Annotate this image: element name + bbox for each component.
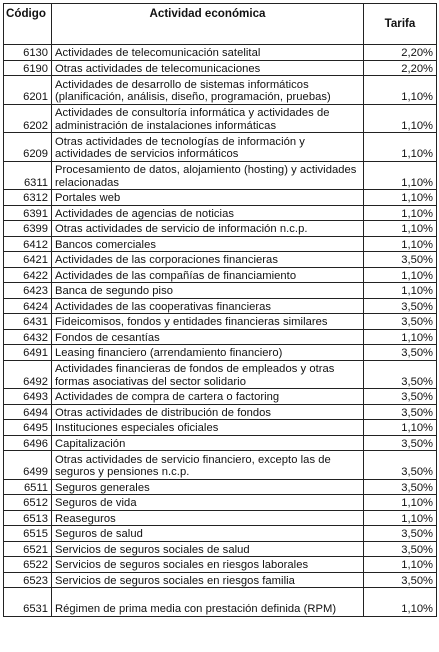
row-rate: 3,50% (364, 360, 437, 389)
row-code: 6499 (4, 451, 52, 480)
row-activity: Banca de segundo piso (52, 283, 364, 299)
row-rate: 1,10% (364, 190, 437, 206)
row-code: 6422 (4, 267, 52, 283)
row-code: 6432 (4, 329, 52, 345)
row-activity: Actividades financieras de fondos de empleados y otras formas asociativas del sector solidario (52, 360, 364, 389)
table-row (4, 205, 437, 221)
table-row (4, 60, 437, 76)
table-row (4, 389, 437, 405)
row-rate: 1,10% (364, 510, 437, 526)
table-header-row (4, 4, 437, 45)
table-row (4, 104, 437, 133)
row-activity: Actividades de las corporaciones financieras (52, 252, 364, 268)
row-activity: Seguros de vida (52, 495, 364, 511)
row-code: 6201 (4, 76, 52, 105)
table-row (4, 190, 437, 206)
row-code: 6130 (4, 45, 52, 61)
row-rate: 2,20% (364, 60, 437, 76)
row-code: 6202 (4, 104, 52, 133)
row-code: 6493 (4, 389, 52, 405)
row-rate: 1,10% (364, 104, 437, 133)
row-rate: 3,50% (364, 404, 437, 420)
row-code: 6495 (4, 420, 52, 436)
table-row (4, 252, 437, 268)
row-code: 6311 (4, 161, 52, 190)
row-rate: 3,50% (364, 298, 437, 314)
row-activity: Leasing financiero (arrendamiento financiero) (52, 345, 364, 361)
row-code: 6521 (4, 541, 52, 557)
row-code: 6512 (4, 495, 52, 511)
table-row (4, 45, 437, 61)
row-rate: 1,10% (364, 420, 437, 436)
table-row (4, 435, 437, 451)
row-code: 6513 (4, 510, 52, 526)
row-code: 6431 (4, 314, 52, 330)
row-rate: 3,50% (364, 314, 437, 330)
table-row (4, 314, 437, 330)
row-activity: Reaseguros (52, 510, 364, 526)
row-rate: 1,10% (364, 588, 437, 617)
row-activity: Otras actividades de tecnologías de información y actividades de servicios informáticos (52, 133, 364, 162)
table-row (4, 557, 437, 573)
row-rate: 1,10% (364, 205, 437, 221)
row-code: 6523 (4, 572, 52, 588)
row-code: 6494 (4, 404, 52, 420)
table-row (4, 345, 437, 361)
row-rate: 1,10% (364, 329, 437, 345)
row-code: 6515 (4, 526, 52, 542)
table-row (4, 236, 437, 252)
row-activity: Portales web (52, 190, 364, 206)
row-code: 6511 (4, 479, 52, 495)
row-activity: Otras actividades de distribución de fondos (52, 404, 364, 420)
row-code: 6491 (4, 345, 52, 361)
table-row (4, 329, 437, 345)
table-row (4, 588, 437, 617)
row-activity: Fondos de cesantías (52, 329, 364, 345)
table-row (4, 133, 437, 162)
table-row (4, 526, 437, 542)
table-row (4, 495, 437, 511)
row-code: 6423 (4, 283, 52, 299)
table-row (4, 161, 437, 190)
row-rate: 1,10% (364, 76, 437, 105)
row-code: 6492 (4, 360, 52, 389)
table-row (4, 479, 437, 495)
row-activity: Seguros de salud (52, 526, 364, 542)
row-rate: 3,50% (364, 435, 437, 451)
row-rate: 3,50% (364, 541, 437, 557)
row-code: 6421 (4, 252, 52, 268)
table-row (4, 283, 437, 299)
row-rate: 3,50% (364, 389, 437, 405)
table-row (4, 541, 437, 557)
row-rate: 1,10% (364, 133, 437, 162)
table-row (4, 298, 437, 314)
row-activity: Régimen de prima media con prestación definida (RPM) (52, 588, 364, 617)
row-activity: Instituciones especiales oficiales (52, 420, 364, 436)
row-activity: Bancos comerciales (52, 236, 364, 252)
row-rate: 3,50% (364, 345, 437, 361)
row-rate: 3,50% (364, 572, 437, 588)
row-rate: 3,50% (364, 479, 437, 495)
table-row (4, 451, 437, 480)
row-rate: 3,50% (364, 451, 437, 480)
row-activity: Actividades de desarrollo de sistemas informáticos (planificación, análisis, diseño, programación, pruebas) (52, 76, 364, 105)
row-activity: Actividades de agencias de noticias (52, 205, 364, 221)
header-code: Código (4, 4, 52, 45)
row-activity: Actividades de compra de cartera o factoring (52, 389, 364, 405)
table-row (4, 76, 437, 105)
row-rate: 3,50% (364, 526, 437, 542)
row-activity: Actividades de las cooperativas financieras (52, 298, 364, 314)
row-code: 6209 (4, 133, 52, 162)
row-activity: Servicios de seguros sociales en riesgos familia (52, 572, 364, 588)
table-row (4, 404, 437, 420)
row-code: 6531 (4, 588, 52, 617)
row-code: 6391 (4, 205, 52, 221)
row-rate: 1,10% (364, 557, 437, 573)
table-row (4, 572, 437, 588)
row-rate: 1,10% (364, 495, 437, 511)
row-activity: Actividades de consultoría informática y actividades de administración de instalaciones informáticas (52, 104, 364, 133)
header-rate: Tarifa (364, 4, 437, 45)
row-activity: Servicios de seguros sociales de salud (52, 541, 364, 557)
header-activity: Actividad económica (52, 4, 364, 45)
activity-rate-table (3, 3, 437, 617)
row-activity: Seguros generales (52, 479, 364, 495)
row-rate: 1,10% (364, 161, 437, 190)
row-code: 6522 (4, 557, 52, 573)
row-activity: Capitalización (52, 435, 364, 451)
row-code: 6412 (4, 236, 52, 252)
table-row (4, 360, 437, 389)
row-rate: 1,10% (364, 221, 437, 237)
row-activity: Actividades de telecomunicación satelital (52, 45, 364, 61)
row-rate: 1,10% (364, 236, 437, 252)
row-rate: 1,10% (364, 267, 437, 283)
table-row (4, 420, 437, 436)
row-activity: Servicios de seguros sociales en riesgos laborales (52, 557, 364, 573)
row-rate: 1,10% (364, 283, 437, 299)
row-activity: Fideicomisos, fondos y entidades financieras similares (52, 314, 364, 330)
row-code: 6190 (4, 60, 52, 76)
row-activity: Otras actividades de servicio de información n.c.p. (52, 221, 364, 237)
row-activity: Procesamiento de datos, alojamiento (hosting) y actividades relacionadas (52, 161, 364, 190)
table-row (4, 267, 437, 283)
table-row (4, 221, 437, 237)
row-code: 6399 (4, 221, 52, 237)
row-code: 6496 (4, 435, 52, 451)
row-code: 6312 (4, 190, 52, 206)
row-code: 6424 (4, 298, 52, 314)
row-activity: Otras actividades de servicio financiero, excepto las de seguros y pensiones n.c.p. (52, 451, 364, 480)
row-rate: 2,20% (364, 45, 437, 61)
table-row (4, 510, 437, 526)
row-rate: 3,50% (364, 252, 437, 268)
row-activity: Actividades de las compañías de financiamiento (52, 267, 364, 283)
row-activity: Otras actividades de telecomunicaciones (52, 60, 364, 76)
